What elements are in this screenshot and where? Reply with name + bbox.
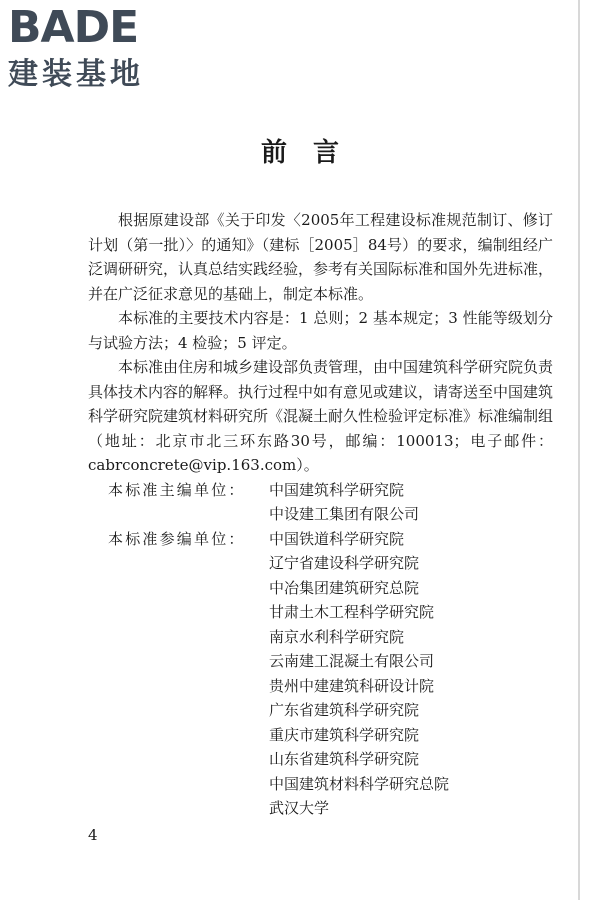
list-item: 中设建工集团有限公司 [269,505,420,523]
list-item: 中国建筑科学研究院 [269,480,405,499]
list-item: 山东省建筑科学研究院 [269,750,420,768]
list-item: 中国建筑材料科学研究总院 [269,774,450,793]
page-number: 4 [88,826,98,844]
paragraph-management: 本标准由住房和城乡建设部负责管理，由中国建筑科学研究院负责具体技术内容的解释。执行过程中如有意见或建议，请寄送至中国建筑科学研究院建筑材料研究所《混凝土耐久性检验评定标准》标准编制组（地址：北京市北三环东路30号，邮编：100013；电子邮件：cabrconcrete@vip.163.com）。 [88,358,554,474]
paragraph-contents: 本标准的主要技术内容是：1 总则；2 基本规定；3 性能等级划分与试验方法；4 检验；5 评定。 [88,309,553,352]
list-item: 辽宁省建设科学研究院 [269,554,420,572]
watermark-logo [8,4,178,104]
list-item: 广东省建筑科学研究院 [269,701,420,719]
participating-units-label: 本标准参编单位： [108,529,246,548]
chief-units-label: 本标准主编单位： [108,480,246,499]
list-item: 甘肃土木工程科学研究院 [269,603,435,621]
list-item: 南京水利科学研究院 [269,627,405,646]
logo-brand: BADE [8,2,139,53]
list-item: 中国铁道科学研究院 [269,529,405,548]
list-item: 云南建工混凝土有限公司 [269,652,435,670]
document-body [88,208,554,817]
list-item: 中冶集团建筑研究总院 [269,578,420,597]
logo-subtitle: 建装基地 [8,57,144,92]
list-item: 重庆市建筑科学研究院 [269,725,420,744]
list-item: 武汉大学 [269,799,330,817]
participating-units-list [269,527,449,821]
paragraph-background: 根据原建设部《关于印发〈2005年工程建设标准规范制订、修订计划（第一批）〉的通知》（建标［2005］84号）的要求，编制组经广泛调研研究，认真总结实践经验，参考有关国际标准和国外先进标准，并在广泛征求意见的基础上，制定本标准。 [88,211,554,303]
list-item: 贵州中建建筑科研设计院 [269,676,435,695]
page-title: 前言 [260,138,365,168]
chief-units-list [269,478,419,527]
